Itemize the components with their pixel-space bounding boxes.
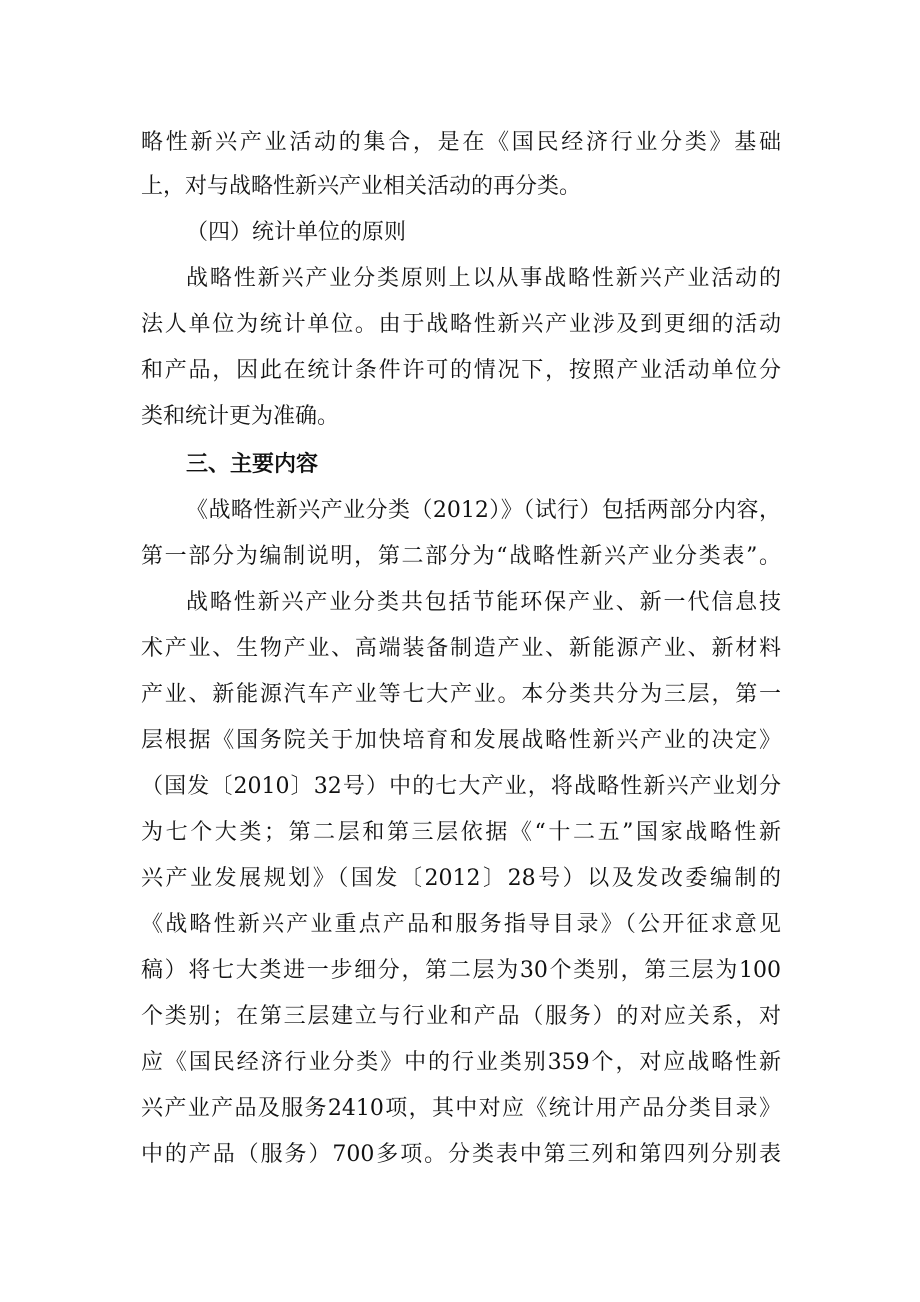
body-text-line: 战略性新兴产业分类原则上以从事战略性新兴产业活动的 [186,266,781,291]
body-text-line: 产业、新能源汽车产业等七大产业。本分类共分为三层，第一 [141,682,781,707]
body-text-line: 兴产业发展规划》（国发〔2012〕28号）以及发改委编制的 [141,866,781,891]
body-text-line: 层根据《国务院关于加快培育和发展战略性新兴产业的决定》 [141,728,781,753]
body-text-line: 兴产业产品及服务2410项，其中对应《统计用产品分类目录》 [141,1096,781,1121]
body-text-line: 和产品，因此在统计条件许可的情况下，按照产业活动单位分 [141,358,781,383]
body-text-line: 《战略性新兴产业分类（2012）》（试行）包括两部分内容， [186,498,781,523]
body-text-line: 略性新兴产业活动的集合，是在《国民经济行业分类》基础 [141,130,781,155]
body-text-line: 稿）将七大类进一步细分，第二层为30个类别，第三层为100 [141,958,781,983]
body-text-line: 类和统计更为准确。 [141,404,340,429]
subsection-heading: （四）统计单位的原则 [186,220,407,245]
body-text-line: 术产业、生物产业、高端装备制造产业、新能源产业、新材料 [141,636,781,661]
body-text-line: 第一部分为编制说明，第二部分为“战略性新兴产业分类表”。 [141,544,781,569]
body-text-line: 《战略性新兴产业重点产品和服务指导目录》（公开征求意见 [141,912,781,937]
body-text-line: 个类别；在第三层建立与行业和产品（服务）的对应关系，对 [141,1004,781,1029]
body-text-line: 上，对与战略性新兴产业相关活动的再分类。 [141,174,582,199]
body-text-line: 中的产品（服务）700多项。分类表中第三列和第四列分别表 [141,1142,781,1167]
section-heading: 三、主要内容 [186,452,319,477]
body-text-line: 应《国民经济行业分类》中的行业类别359个，对应战略性新 [141,1050,781,1075]
body-text-line: （国发〔2010〕32号）中的七大产业，将战略性新兴产业划分 [141,774,781,799]
body-text-line: 为七个大类；第二层和第三层依据《“十二五”国家战略性新 [141,820,781,845]
body-text-line: 法人单位为统计单位。由于战略性新兴产业涉及到更细的活动 [141,312,781,337]
body-text-line: 战略性新兴产业分类共包括节能环保产业、新一代信息技 [186,590,781,615]
